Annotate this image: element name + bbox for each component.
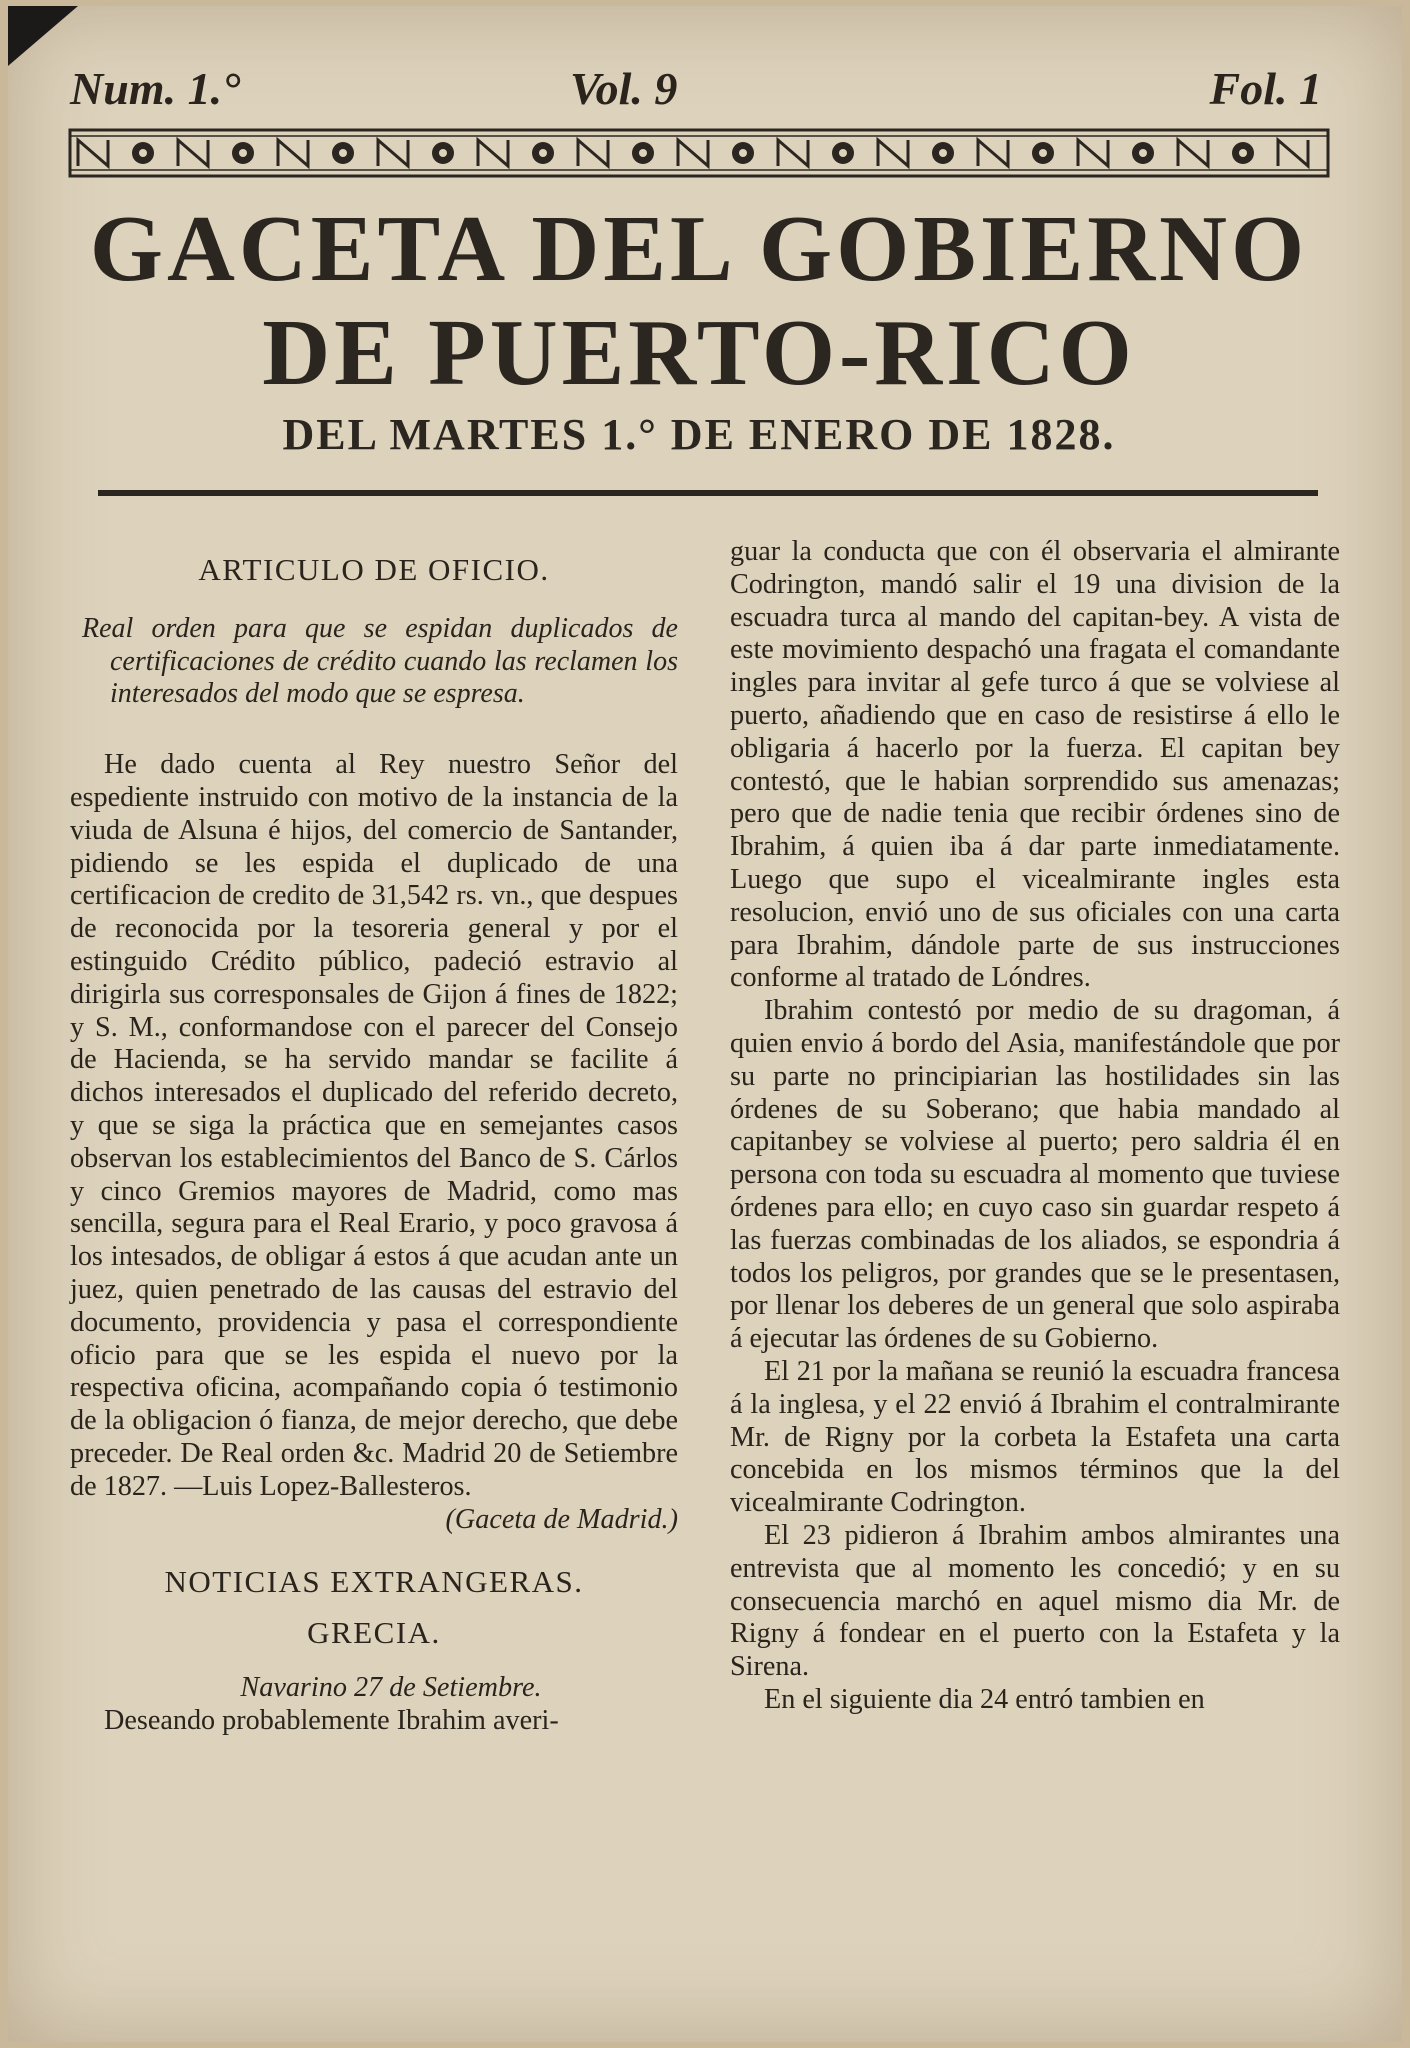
newspaper-title-line-1: GACETA DEL GOBIERNO — [89, 197, 1309, 301]
masthead-rule — [98, 490, 1318, 496]
newspaper-page — [8, 6, 1402, 2042]
news-paragraph-5: En el siguiente dia 24 entró tambien en — [764, 1683, 1205, 1715]
issue-number: Num. 1.° — [70, 63, 241, 114]
dateline: Navarino 27 de Setiembre. — [240, 1671, 542, 1703]
ornamental-border — [68, 126, 1330, 180]
torn-corner — [8, 6, 78, 66]
newspaper-title-line-2: DE PUERTO-RICO — [262, 301, 1136, 405]
masthead-topline — [70, 62, 1322, 122]
news-paragraph-1: guar la conducta que con él observaria el almirante Codrington, mandó salir el 19 una division de la escuadra turca al mando del capitan-bey. A vista de este movimiento despachó una fragata el comandante ingles para invitar al gefe turco á que se volviese al puerto, añadiendo que en caso de resistirse á ello le obligaria á hacerlo por la fuerza. El capitan bey contestó, que le habian sorprendido sus amenazas; pero que de nadie tenia que recibir órdenes sino de Ibrahim, á quien iba á dar parte inmediatamente. Luego que supo el vicealmirante ingles esta resolucion, envió uno de sus oficiales con una carta para Ibrahim, dándole parte de sus instrucciones conforme al tratado de Lóndres. — [730, 536, 1340, 994]
country-heading: GRECIA. — [307, 1615, 441, 1651]
news-paragraph-3: El 21 por la mañana se reunió la escuadra francesa á la inglesa, y el 22 envió á Ibrahim el contralmirante Mr. de Rigny por la corbeta la Estafeta una carta concebida en los mismos términos que la del vicealmirante Codrington. — [730, 1355, 1340, 1519]
article-source: (Gaceta de Madrid.) — [445, 1503, 678, 1535]
article-body: He dado cuenta al Rey nuestro Señor del espediente instruido con motivo de la instancia de la viuda de Alsuna é hijos, del comercio de Santander, pidiendo se les espida el duplicado de una certificacion de credito de 31,542 rs. vn., que despues de reconocida por la tesoreria general y por el estinguido Crédito público, padeció estravio al dirigirla sus corresponsales de Gijon á fines de 1822; y S. M., conformandose con el parecer del Consejo de Hacienda, se ha servido mandar se facilite á dichos interesados el duplicado del referido decreto, y que se siga la práctica que en semejantes casos observan los establecimientos del Banco de S. Cárlos y cinco Gremios mayores de Madrid, como mas sencilla, segura para el Real Erario, y poco gravosa á los intesados, de obligar á estos á que acudan ante un juez, quien penetrado de las causas del estravio del documento, providencia y pasa el correspondiente oficio para que se les espida el nuevo por la respectiva oficina, acompañando copia ó testimonio de la obligacion ó fianza, de mejor derecho, que debe preceder. De Real orden &c. Madrid 20 de Setiembre de 1827. —Luis Lopez-Ballesteros. — [70, 749, 678, 1502]
left-column — [70, 536, 678, 1738]
news-paragraph-4: El 23 pidieron á Ibrahim ambos almirantes una entrevista que al momento les concedió; y en su consecuencia marchó en aquel mismo dia Mr. de Rigny á fondear en el puerto con la Estafeta y la Sirena. — [730, 1519, 1340, 1683]
right-column — [730, 536, 1340, 1717]
section-heading-oficio: ARTICULO DE OFICIO. — [198, 552, 550, 587]
article-subtitle: Real orden para que se espidan duplicados de certificaciones de crédito cuando las reclamen los interesados del modo que se espresa. — [82, 612, 678, 710]
news-paragraph-2: Ibrahim contestó por medio de su dragoman, á quien envio á bordo del Asia, manifestándole que por su parte no principiarian las hostilidades sin las órdenes de su Soberano; que habia mandado al capitanbey se volviese al puerto; pero saldria él en persona con toda su escuadra al momento que tuviese órdenes para ello; en cuyo caso sin guardar respeto á las fuerzas combinadas de los aliados, se espondria á todos los peligros, por grandes que se le presentasen, por llenar los deberes de un general que solo aspiraba á ejecutar las órdenes de su Gobierno. — [730, 995, 1340, 1355]
news-lead: Deseando probablemente Ibrahim averi- — [104, 1704, 559, 1736]
volume-number: Vol. 9 — [570, 63, 678, 114]
issue-date: DEL MARTES 1.° DE ENERO DE 1828. — [282, 410, 1116, 459]
folio-number: Fol. 1 — [1209, 63, 1322, 114]
section-heading-foreign-news: NOTICIAS EXTRANGERAS. — [164, 1564, 584, 1600]
